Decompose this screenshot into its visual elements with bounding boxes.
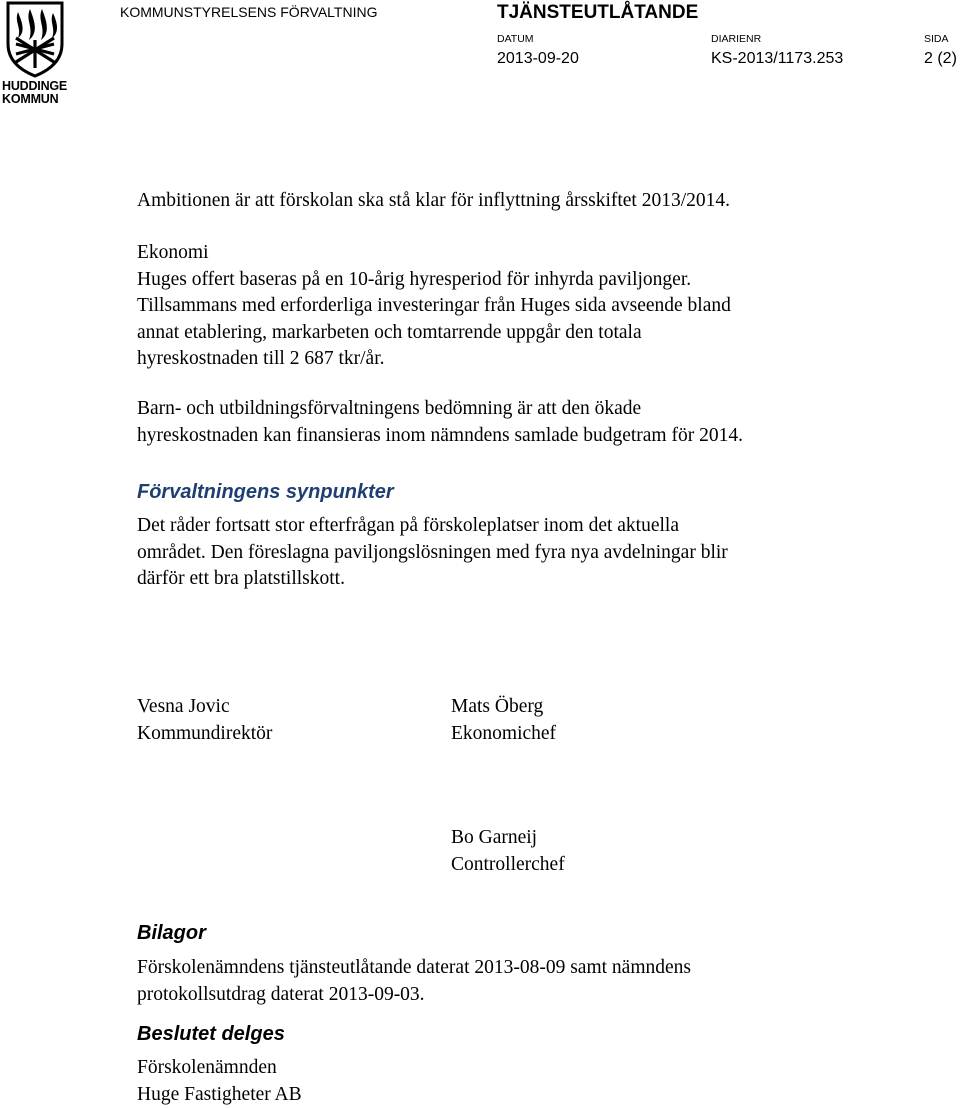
bilagor-paragraph [137,955,937,1008]
logo-text-line2: KOMMUN [2,92,59,106]
signature-block [451,825,565,878]
recipient: Förskolenämnden [137,1057,277,1078]
paragraph-line: hyreskostnaden kan finansieras inom nämndens samlade budgetram för 2014. [137,424,743,446]
bilagor-heading: Bilagor [137,922,206,944]
diarienr-value: KS-2013/1173.253 [711,50,844,67]
paragraph-line: Tillsammans med erforderliga investeringar från Huges sida avseende bland [137,295,731,316]
signatory-name: Bo Garneij [451,827,538,848]
ekonomi-paragraph [137,240,937,373]
document-type: TJÄNSTEUTLÅTANDE [497,2,699,23]
bedomning-paragraph [137,396,937,449]
signature-block [137,694,272,747]
organization-name: KOMMUNSTYRELSENS FÖRVALTNING [120,4,378,20]
ekonomi-heading: Ekonomi [137,242,209,263]
recipient: Huge Fastigheter AB [137,1083,302,1105]
huddinge-shield-flames-icon [0,0,72,80]
logo [0,0,72,108]
paragraph-line: annat etablering, markarbeten och tomtarrende uppgår den totala [137,321,642,343]
diarienr-label: DIARIENR [711,33,762,45]
paragraph-line: Barn- och utbildningsförvaltningens bedömning är att den ökade [137,398,642,419]
signatory-title: Kommundirektör [137,722,273,744]
paragraph-line: protokollsutdrag daterat 2013-09-03. [137,983,425,1005]
datum-value: 2013-09-20 [497,50,579,67]
paragraph-line: hyreskostnaden till 2 687 tkr/år. [137,348,385,369]
signatory-name: Mats Öberg [451,696,544,717]
datum-label: DATUM [497,33,534,45]
intro-paragraph [137,188,937,215]
signatory-name: Vesna Jovic [137,696,230,717]
synpunkter-heading: Förvaltningens synpunkter [137,481,394,503]
delges-paragraph [137,1055,937,1108]
signatory-title: Controllerchef [451,853,565,875]
paragraph-line: området. Den föreslagna paviljongslösningen med fyra nya avdelningar blir [137,541,728,563]
paragraph-line: Ambitionen är att förskolan ska stå klar för inflyttning årsskiftet 2013/2014. [137,190,731,211]
sida-value: 2 (2) [924,50,957,67]
paragraph-line: Förskolenämndens tjänsteutlåtande daterat 2013-08-09 samt nämndens [137,957,691,978]
sida-label: SIDA [924,33,949,45]
paragraph-line: Det råder fortsatt stor efterfrågan på förskoleplatser inom det aktuella [137,515,679,536]
signature-block [451,694,556,747]
synpunkter-paragraph [137,513,937,593]
delges-heading: Beslutet delges [137,1023,285,1045]
signatory-title: Ekonomichef [451,722,557,744]
paragraph-line: därför ett bra platstillskott. [137,568,345,589]
paragraph-line: Huges offert baseras på en 10-årig hyresperiod för inhyrda paviljonger. [137,268,692,290]
logo-text-line1: HUDDINGE [2,79,68,93]
